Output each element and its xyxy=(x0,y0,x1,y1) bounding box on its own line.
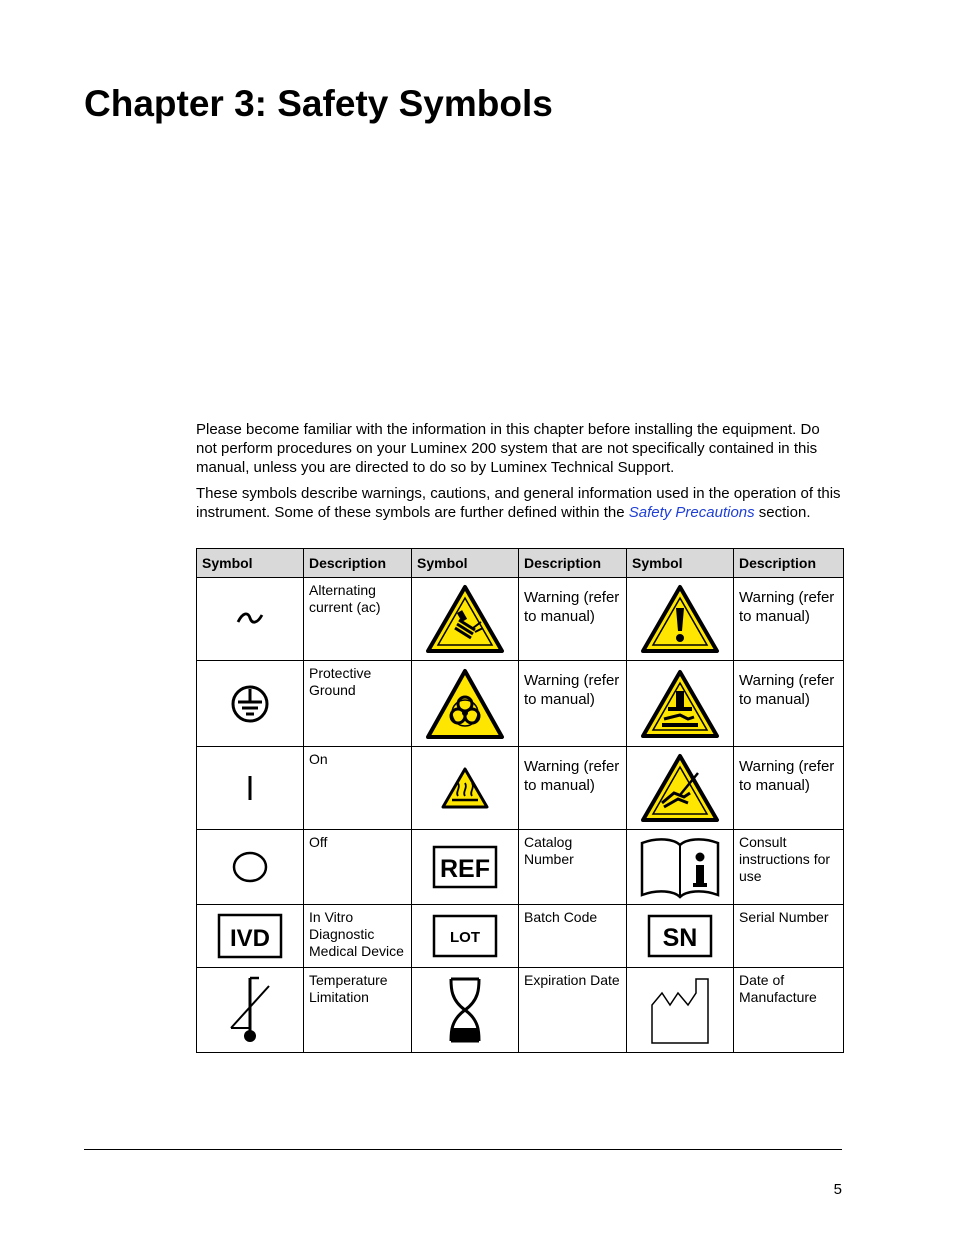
description-cell: Off xyxy=(304,830,412,905)
table-header-row xyxy=(197,549,844,578)
symbol-cell xyxy=(627,830,734,905)
symbol-cell xyxy=(412,830,519,905)
serial-number-icon xyxy=(647,914,713,958)
lot-icon-text: LOT xyxy=(450,929,480,946)
lot-icon xyxy=(432,914,498,958)
ivd-icon-text: IVD xyxy=(229,925,271,952)
intro-paragraph-1: Please become familiar with the information in this chapter before installing the equipment. Do not perform procedures on your Luminex 200 system that are not specifically contained in this manual, unless you are directed to do so by Luminex Technical Support. xyxy=(196,421,820,476)
hot-surface-warning-icon xyxy=(440,766,490,810)
symbol-cell xyxy=(627,578,734,661)
description-cell: Warning (refer to manual) xyxy=(519,661,627,747)
ivd-icon xyxy=(217,913,283,959)
description-cell: Warning (refer to manual) xyxy=(519,747,627,830)
tilde-icon xyxy=(230,609,270,629)
description-cell: Warning (refer to manual) xyxy=(734,578,844,661)
power-off-icon xyxy=(230,850,270,884)
intro-text-after-link: section. xyxy=(754,504,811,521)
table-header: Description xyxy=(304,549,412,578)
hand-crush-warning-icon xyxy=(425,584,505,654)
symbol-cell xyxy=(197,968,304,1053)
thermometer-icon xyxy=(225,974,275,1046)
biohazard-warning-icon xyxy=(425,668,505,740)
description-cell: Consult instructions for use xyxy=(734,830,844,905)
symbol-cell xyxy=(627,661,734,747)
ref-icon-text: REF xyxy=(440,855,490,883)
description-cell: Date of Manufacture xyxy=(734,968,844,1053)
symbol-cell xyxy=(412,661,519,747)
symbol-cell xyxy=(412,578,519,661)
symbol-cell xyxy=(197,905,304,968)
symbol-cell xyxy=(412,747,519,830)
safety-symbols-table xyxy=(196,548,844,1053)
table-header: Symbol xyxy=(197,549,304,578)
symbol-cell xyxy=(197,830,304,905)
table-row xyxy=(197,661,844,747)
description-cell: Alternating current (ac) xyxy=(304,578,412,661)
ref-icon xyxy=(432,845,498,889)
description-cell: Serial Number xyxy=(734,905,844,968)
description-cell: Warning (refer to manual) xyxy=(734,661,844,747)
table-header: Description xyxy=(519,549,627,578)
symbol-cell xyxy=(197,747,304,830)
exclamation-warning-icon xyxy=(640,584,720,654)
table-header: Symbol xyxy=(412,549,519,578)
symbol-cell xyxy=(412,968,519,1053)
table-row xyxy=(197,968,844,1053)
table-row xyxy=(197,578,844,661)
symbol-cell xyxy=(412,905,519,968)
page-title: Chapter 3: Safety Symbols xyxy=(84,83,553,124)
symbol-cell xyxy=(627,968,734,1053)
symbol-cell xyxy=(197,661,304,747)
description-cell: Catalog Number xyxy=(519,830,627,905)
table-row xyxy=(197,747,844,830)
table-row xyxy=(197,830,844,905)
instructions-book-icon xyxy=(638,835,722,899)
power-on-icon xyxy=(240,773,260,803)
pinch-warning-icon xyxy=(640,669,720,739)
footer-divider xyxy=(84,1149,842,1150)
symbol-cell xyxy=(627,747,734,830)
hourglass-icon xyxy=(445,976,485,1044)
intro-paragraph-2 xyxy=(196,484,844,522)
symbol-cell xyxy=(627,905,734,968)
safety-precautions-link[interactable]: Safety Precautions xyxy=(628,504,755,521)
puncture-warning-icon xyxy=(640,753,720,823)
description-cell: Warning (refer to manual) xyxy=(519,578,627,661)
description-cell: Batch Code xyxy=(519,905,627,968)
description-cell: Warning (refer to manual) xyxy=(734,747,844,830)
description-cell: On xyxy=(304,747,412,830)
table-header: Description xyxy=(734,549,844,578)
description-cell: Expiration Date xyxy=(519,968,627,1053)
description-cell: In Vitro Diagnostic Medical Device xyxy=(304,905,412,968)
factory-icon xyxy=(648,975,712,1045)
protective-ground-icon xyxy=(228,682,272,726)
page-number: 5 xyxy=(833,1181,842,1198)
table-header: Symbol xyxy=(627,549,734,578)
serial-number-icon-text: SN xyxy=(662,924,698,952)
table-row xyxy=(197,905,844,968)
description-cell: Temperature Limitation xyxy=(304,968,412,1053)
symbol-cell xyxy=(197,578,304,661)
description-cell: Protective Ground xyxy=(304,661,412,747)
intro-text-before-link: These symbols describe warnings, cautions, and general information used in the operation of this instrument. Some of these symbols are further defined within the xyxy=(196,485,841,521)
